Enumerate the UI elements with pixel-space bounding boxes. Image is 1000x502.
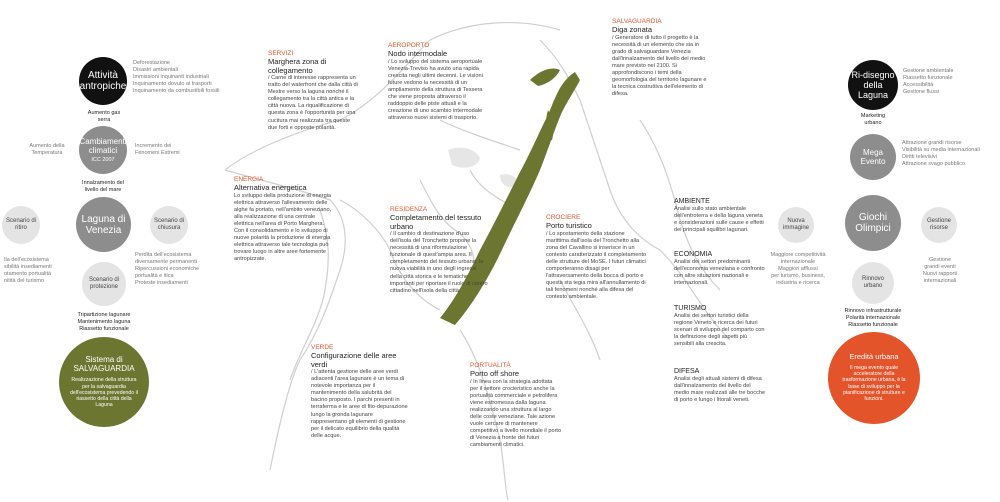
difesa-body: Analisi degli attuali sistemi di difesa dall'innalzamento del livello del medio mare realizzati alle tre bocche di porto e lungo i litorali veneti.	[674, 376, 766, 404]
block-portualita	[470, 362, 562, 449]
label-line: Innalzamento del	[82, 180, 124, 186]
gestione-item: internazionali	[923, 278, 957, 284]
ridisegno-title: Ri-disegno della Laguna	[851, 70, 895, 100]
verde-subtitle: Configurazione delle aree verdi	[311, 351, 397, 369]
mega-items	[902, 140, 992, 168]
label-line: Polarità internazionale	[845, 315, 901, 321]
ritiro-item: nitità del turismo	[4, 278, 45, 284]
ritiro-title: Scenario di ritiro	[5, 218, 37, 231]
residenza-subtitle: Completamento del tessuto urbano	[390, 213, 482, 231]
servizi-heading: SERVIZI	[268, 50, 294, 57]
attivita-item: Inquinamento da combustibili fossili	[133, 88, 220, 94]
block-salvaguardia	[612, 18, 712, 98]
scenario-chiusura-circle	[150, 206, 188, 244]
economia-subtitle: ECONOMIA	[674, 251, 713, 258]
mega-evento-circle	[850, 134, 896, 180]
nuova-item: per turismo, business,	[771, 273, 825, 279]
verde-body: / L'attenta gestione delle aree verdi adiacenti l'area lagunare è un tema di notevole importanza per il mantenimento della salubrità del bacino proposto. I parchi presenti in terraferma e le aree di fito-depurazione lungo la gronda lagunare rappresentano gli elementi di gestione per il delicato equilibrio della qualità delle acque.	[311, 369, 408, 439]
energia-subtitle: Alternativa energetica	[234, 183, 307, 192]
gestione-item: Gestione	[928, 257, 951, 263]
cambiamenti-climatici-circle	[79, 126, 127, 174]
laguna-title: Laguna di Venezia	[81, 213, 126, 236]
eredita-desc: Il mega evento quale acceleratore della trasformazione urbana, è la base di sviluppo per la pianificazione di strutture e funzioni.	[842, 364, 906, 403]
energia-body: Lo sviluppo della produzione di energia elettrica attraverso l'allevamento delle alghe fa portato, nell'ambito veneziano, alla realizzazione di una centrale elettrica nell'area di Porto Marghera. Con il consolidamento e lo sviluppo di nuove polarità la produzione di energia elettrica attraverso tale tecnologia può trovare luogo in altre aree fortemente antropizzate.	[234, 192, 332, 263]
nuova-item: Maggiori afflussi	[778, 266, 818, 272]
portualita-heading: PORTUALITÀ	[470, 362, 511, 369]
ritiro-item: otamento portualità	[4, 271, 52, 277]
label-line: Fenomeni Estremi	[135, 150, 180, 156]
nuova-item: internazionale	[780, 259, 816, 265]
label-line: Mantenimento laguna	[77, 319, 131, 325]
marketing-urbano-label	[850, 113, 896, 127]
attivita-title: Attività antropiche	[79, 70, 127, 92]
ritiro-item: sibilità insediamenti	[4, 264, 52, 270]
attivita-item: Immissioni inquinanti industriali	[133, 74, 209, 80]
nuova-title: Nuova immagine	[782, 218, 809, 231]
chiusura-item: Perdita dell'ecosistema	[135, 252, 192, 258]
block-economia	[674, 251, 766, 287]
eredita-title: Eredità urbana	[849, 352, 899, 362]
ridisegno-laguna-circle	[848, 60, 898, 110]
label-line: Riassetto funzionale	[848, 322, 898, 328]
cambiamenti-sub: ICC 2007	[91, 156, 115, 163]
nuova-item: industria e ricerca	[776, 280, 820, 286]
block-verde	[311, 344, 409, 440]
block-difesa	[674, 368, 766, 404]
block-energia	[234, 176, 334, 263]
rinnovo-below	[838, 308, 908, 329]
ridisegno-item: Accessibilità	[903, 82, 934, 88]
label-line: Aumento della	[29, 143, 65, 149]
mega-title: Mega Evento	[860, 148, 886, 166]
ridisegno-item: Riassetto funzionale	[903, 75, 953, 81]
attivita-item: Deforestazione	[133, 60, 170, 66]
ambiente-body: Analisi sullo stato ambientale dell'entroterra e della laguna veneta e considerazioni sulle cause e effetti dei principali squilibri lagunari.	[674, 206, 764, 234]
ambiente-subtitle: AMBIENTE	[674, 198, 710, 205]
salvaguardia-body: / Generatore di tutto il progetto è la necessità di un elemento che sia in grado di salvaguardare Venezia dall'innalzamento del livello del medio mare previsto nel 2100. Si approfondiscono i temi della geomorfologia del territorio lagunare e la tecnica costruttiva dell'elemento di difesa.	[612, 34, 707, 98]
label-line: urbano	[864, 120, 882, 126]
protezione-below	[70, 312, 138, 333]
difesa-subtitle: DIFESA	[674, 368, 700, 375]
economia-body: Analisi dei settori predominanti dell'economia veneziana e confronto con altre situazioni nazionali e internazionali.	[674, 259, 765, 287]
nuova-item: Maggiore competitività	[770, 252, 826, 258]
portualita-body: / In linea con la strategia adottata per il settore crocieristico anche la portualità commerciale e petrolifera viene estromessa dalla laguna realizzando una struttura al largo delle coste veneziane. Tale azione vuole cercare di mantenere competitivo a livello mondiale il porto di Venezia a fronte dei futuri cambiamenti climatici.	[470, 378, 562, 449]
ritiro-item: Ila dell'ecosistema	[4, 257, 49, 263]
chiusura-items	[135, 252, 210, 287]
energia-heading: ENERGIA	[234, 176, 264, 183]
label-line: Rinnovo infrastrutturale	[844, 308, 902, 314]
label-line: Riassetto funzionale	[79, 326, 129, 332]
salvaguardia-subtitle: Diga zonata	[612, 25, 653, 34]
rinnovo-title: Rinnovo urbano	[861, 276, 884, 289]
cambiamenti-title: Cambiamenti climatici	[79, 136, 127, 155]
block-ambiente	[674, 198, 766, 234]
gestione-item: grandi eventi	[924, 264, 956, 270]
laguna-di-venezia-circle	[76, 197, 131, 252]
chiusura-title: Scenario di chiusura	[153, 218, 185, 231]
crociere-heading: CROCIERE	[546, 214, 581, 221]
crociere-subtitle: Porto turistico	[546, 221, 592, 230]
label-line: Temperatura	[31, 150, 63, 156]
block-turismo	[674, 305, 766, 348]
ridisegno-item: Gestione ambientale	[903, 68, 954, 74]
crociere-body: / Lo spostamento della stazione marittima dall'isola del Tronchetto alla zona del Cavallino si inserisce in un contesto caratterizzato il completamento delle strutture del MoSE. I futuri climatici comporteranno disagi per l'attraversamento della bocca di porto e questa sta tegia mira all'annullamento di tali fenomeni nonché alla difesa del contesto ambientale.	[546, 230, 647, 301]
mega-item: Attrazione grandi risorse	[902, 140, 962, 146]
label-line: Marketing	[860, 113, 886, 119]
chiusura-item: Ripercussioni economiche	[135, 266, 200, 272]
gestione-item: Nuovi rapporti	[922, 271, 958, 277]
nuova-immagine-circle	[778, 207, 814, 243]
residenza-body: / Il cambio di destinazione d'uso dell'isola del Tronchetto propone la necessità di una riformulazione funzionale di quest'ampia area. Il completamento del tessuto urbano, la nuova viabilità in uno degli ingressi della città storica e le tematiche importanti per riportare il ruolo di centro cittadino nell'isola della città.	[390, 231, 488, 294]
residenza-heading: RESIDENZA	[390, 206, 428, 213]
chiusura-item: diversamente permanenti	[135, 259, 198, 265]
block-crociere	[546, 214, 648, 301]
gestione-items	[910, 257, 970, 285]
servizi-subtitle: Marghera zona di collegamento	[268, 57, 327, 75]
attivita-items	[133, 60, 223, 95]
label-line: Tripartizione lagunare	[77, 312, 131, 318]
turismo-subtitle: TURISMO	[674, 305, 707, 312]
label-line: Incremento dei	[135, 143, 172, 149]
block-aeroporto	[388, 42, 490, 122]
giochi-title: Giochi Olimpici	[855, 212, 891, 234]
incremento-fenomeni-label	[135, 143, 190, 157]
scenario-protezione-circle	[82, 262, 126, 306]
chiusura-item: Proteste insediamenti	[135, 280, 188, 286]
salvaguardia-desc: Realizzazione della struttura per la salvaguardia dell'ecosistema prevedendo il riassetto della città della Laguna	[70, 377, 138, 409]
label-line: livello del mare	[84, 187, 122, 193]
protezione-title: Scenario di protezione	[88, 277, 120, 290]
gestione-risorse-circle	[921, 207, 957, 243]
salvaguardia-title: Sistema di SALVAGUARDIA	[73, 355, 135, 374]
eredita-urbana-circle	[828, 332, 920, 424]
gestione-title: Gestione risorse	[926, 218, 951, 231]
ridisegno-item: Gestione flussi	[903, 89, 940, 95]
block-servizi	[268, 50, 358, 132]
aumento-gas-serra-label: Aumento gas serra	[87, 110, 121, 123]
ridisegno-items	[903, 68, 963, 96]
attivita-item: Inquinamento dovuto ai trasporti	[133, 81, 212, 87]
aeroporto-body: / Lo sviluppo del sistema aeroportuale Venezia-Treviso ha avuto una rapida crescita negli ultimi decenni. Le visioni future vedono la necessità di un ampliamento della struttura di Tessera che viene proposta attraverso il raddoppio delle piste attuali e la creazione di uno scambio intermodale attraverso nuovi sistemi di trasporto.	[388, 58, 483, 122]
aeroporto-subtitle: Nodo intermodale	[388, 49, 448, 58]
scenario-ritiro-circle	[2, 206, 40, 244]
ritiro-items	[4, 257, 64, 285]
sistema-salvaguardia-circle	[59, 337, 149, 427]
mega-item: Visibilità su media internazionali	[902, 147, 980, 153]
attivita-item: Disastri ambientali	[133, 67, 178, 73]
salvaguardia-heading: SALVAGUARDIA	[612, 18, 662, 25]
chiusura-item: portualità e itica	[135, 273, 174, 279]
servizi-body: / Carne di interesse rappresenta un tratto del waterfront che dalla città di Mestre verso la laguna nonché il collegamento tra la città antica e la città nuova. La riqualificazione di questa zona è l'opportunità per una cucitura mai realizzata tra queste due forti e opposte polarità.	[268, 75, 358, 131]
verde-heading: VERDE	[311, 344, 334, 351]
aumento-temperatura-label	[22, 143, 72, 157]
innalzamento-label	[74, 180, 132, 194]
mega-item: Diritti televisivi	[902, 154, 937, 160]
mega-item: Attrazione svago pubblico	[902, 161, 965, 167]
aeroporto-heading: AEROPORTO	[388, 42, 430, 49]
block-residenza	[390, 206, 488, 295]
rinnovo-urbano-circle	[852, 262, 894, 304]
turismo-body: Analisi dei settori turistici della regione Veneto e ricerca dei futuri scenari di sviluppo del comparto con la definizione degli aspetti più sensibili alla crescita.	[674, 313, 765, 348]
portualita-subtitle: Porto off shore	[470, 369, 520, 378]
attivita-antropiche-circle	[79, 57, 127, 105]
nuova-items	[758, 252, 838, 287]
giochi-olimpici-circle	[845, 195, 901, 251]
